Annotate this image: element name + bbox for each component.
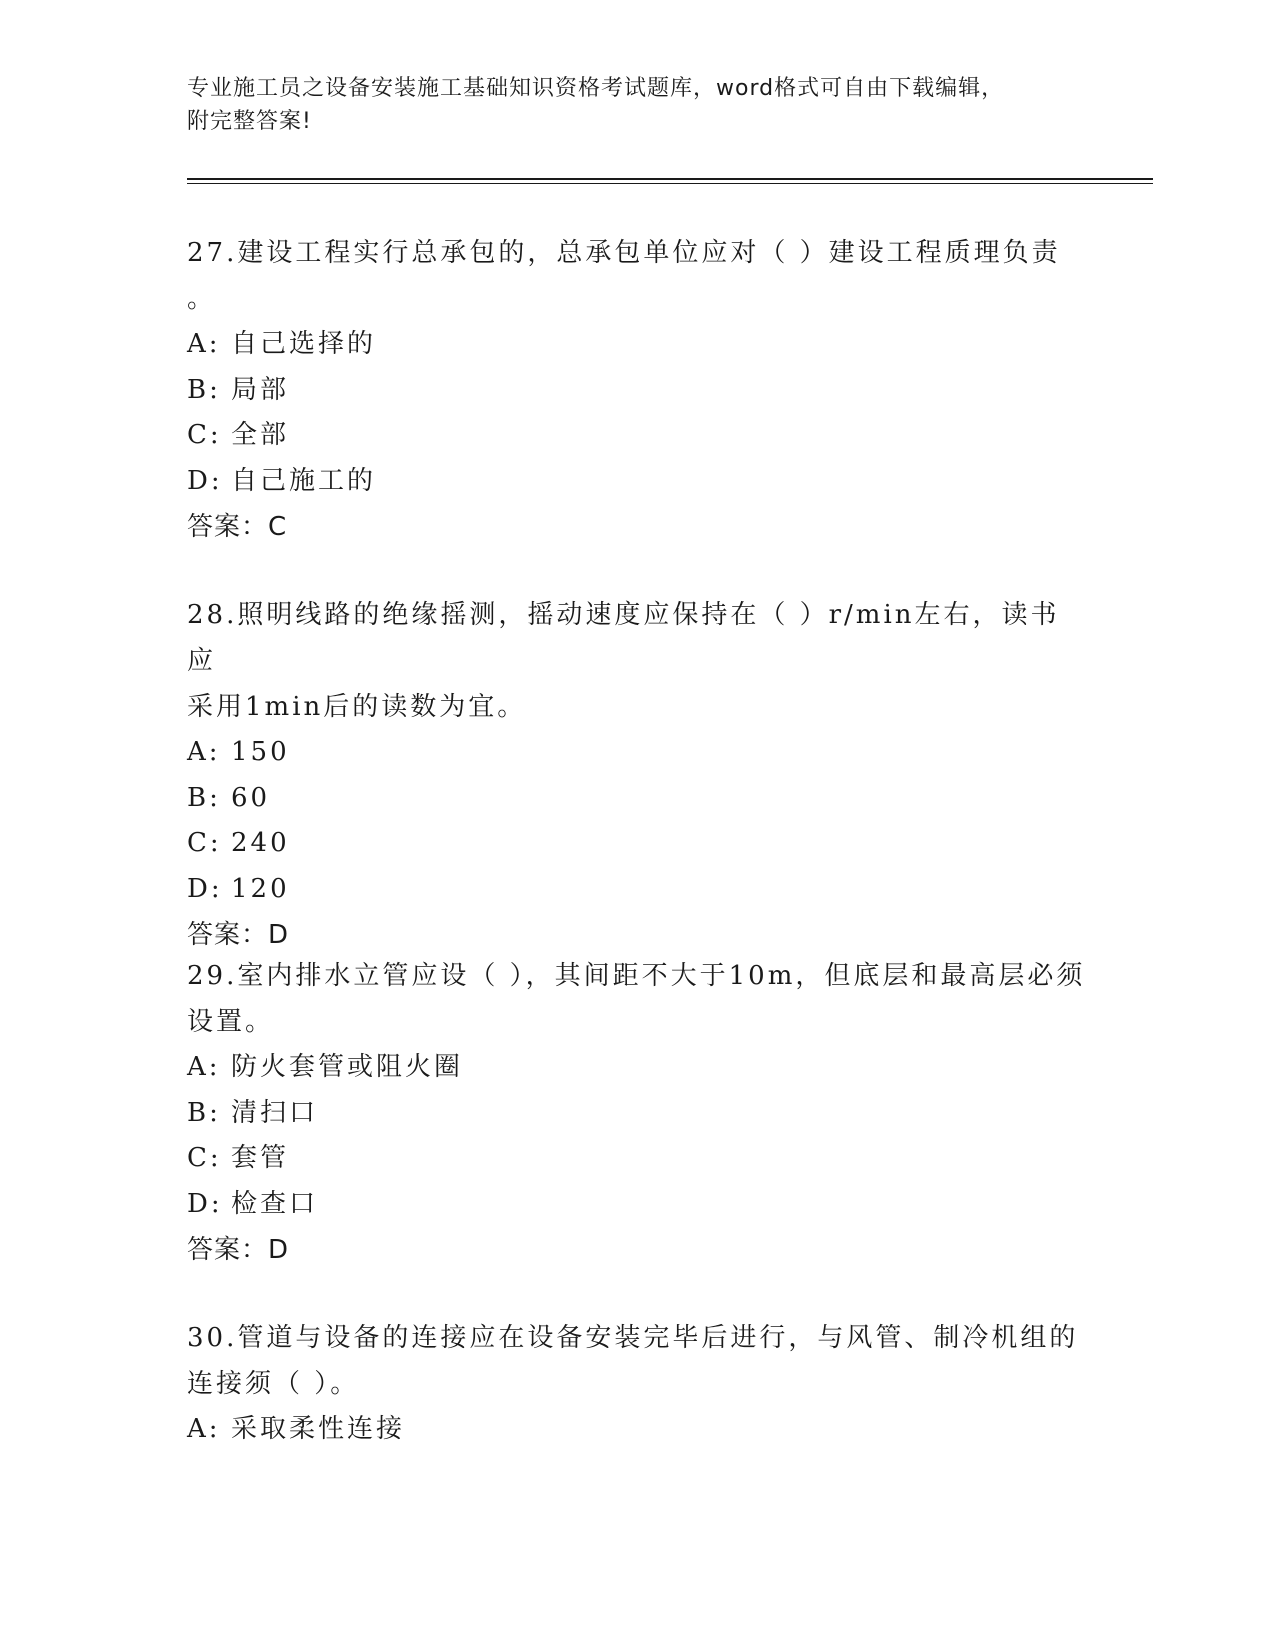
option-text: 60 xyxy=(231,782,271,813)
option-key: D: xyxy=(187,1188,223,1219)
option-key: A: xyxy=(187,1414,221,1444)
option-c xyxy=(187,1136,1087,1182)
option-key: C: xyxy=(187,828,222,858)
question-30 xyxy=(187,1315,1087,1453)
option-a xyxy=(187,1407,1087,1453)
option-key: A: xyxy=(187,329,221,359)
option-b xyxy=(187,368,1087,414)
option-key: B: xyxy=(187,782,221,813)
option-key: D: xyxy=(187,873,223,904)
option-c xyxy=(187,413,1087,459)
question-stem-line-2: 采用1min后的读数为宜。 xyxy=(187,692,527,722)
option-b xyxy=(187,776,1087,822)
document-header xyxy=(187,72,1067,138)
option-text: 局部 xyxy=(231,374,290,405)
header-line-1: 专业施工员之设备安装施工基础知识资格考试题库，word格式可自由下载编辑， xyxy=(187,76,1005,101)
question-stem-line-2: 。 xyxy=(187,284,217,314)
option-c xyxy=(187,821,1087,867)
option-text: 全部 xyxy=(231,420,290,450)
option-text: 自己选择的 xyxy=(231,329,377,359)
question-stem-line-1: 29.室内排水立管应设（ ），其间距不大于10m，但底层和最高层必须 xyxy=(187,961,1086,991)
option-text: 240 xyxy=(231,828,290,858)
option-text: 120 xyxy=(231,873,290,904)
option-a xyxy=(187,322,1087,368)
option-text: 套管 xyxy=(231,1143,290,1173)
answer-line: 答案：D xyxy=(187,920,290,950)
option-key: D: xyxy=(187,465,223,496)
header-divider-thin xyxy=(187,183,1153,184)
option-d xyxy=(187,459,1087,505)
question-stem-line-2: 设置。 xyxy=(187,1007,275,1037)
option-key: A: xyxy=(187,1052,221,1082)
option-key: A: xyxy=(187,737,221,767)
option-text: 采取柔性连接 xyxy=(231,1414,406,1444)
question-stem xyxy=(187,592,1087,730)
option-key: B: xyxy=(187,374,221,405)
question-stem-line-2: 连接须（ ）。 xyxy=(187,1369,360,1399)
option-key: C: xyxy=(187,1143,222,1173)
header-line-2: 附完整答案! xyxy=(187,109,312,134)
answer-line: 答案：D xyxy=(187,1235,290,1265)
option-a xyxy=(187,730,1087,776)
question-29 xyxy=(187,953,1087,1273)
option-text: 清扫口 xyxy=(231,1097,319,1128)
option-text: 防火套管或阻火圈 xyxy=(231,1052,464,1082)
question-stem-line-1: 27.建设工程实行总承包的，总承包单位应对（ ）建设工程质理负责 xyxy=(187,238,1061,268)
header-divider-thick xyxy=(187,178,1153,180)
option-text: 150 xyxy=(231,737,290,767)
option-text: 检查口 xyxy=(231,1188,319,1219)
option-key: C: xyxy=(187,420,222,450)
question-stem-line-1: 30.管道与设备的连接应在设备安装完毕后进行，与风管、制冷机组的 xyxy=(187,1323,1079,1353)
question-stem xyxy=(187,1315,1087,1407)
option-text: 自己施工的 xyxy=(231,465,377,496)
option-b xyxy=(187,1091,1087,1137)
question-stem xyxy=(187,953,1087,1045)
answer-line: 答案：C xyxy=(187,512,288,542)
option-key: B: xyxy=(187,1097,221,1128)
question-27 xyxy=(187,230,1087,550)
question-stem-line-1: 28.照明线路的绝缘摇测，摇动速度应保持在（ ）r/min左右，读书应 xyxy=(187,600,1060,676)
question-stem xyxy=(187,230,1087,322)
option-a xyxy=(187,1045,1087,1091)
question-28 xyxy=(187,592,1087,958)
option-d xyxy=(187,867,1087,913)
option-d xyxy=(187,1182,1087,1228)
